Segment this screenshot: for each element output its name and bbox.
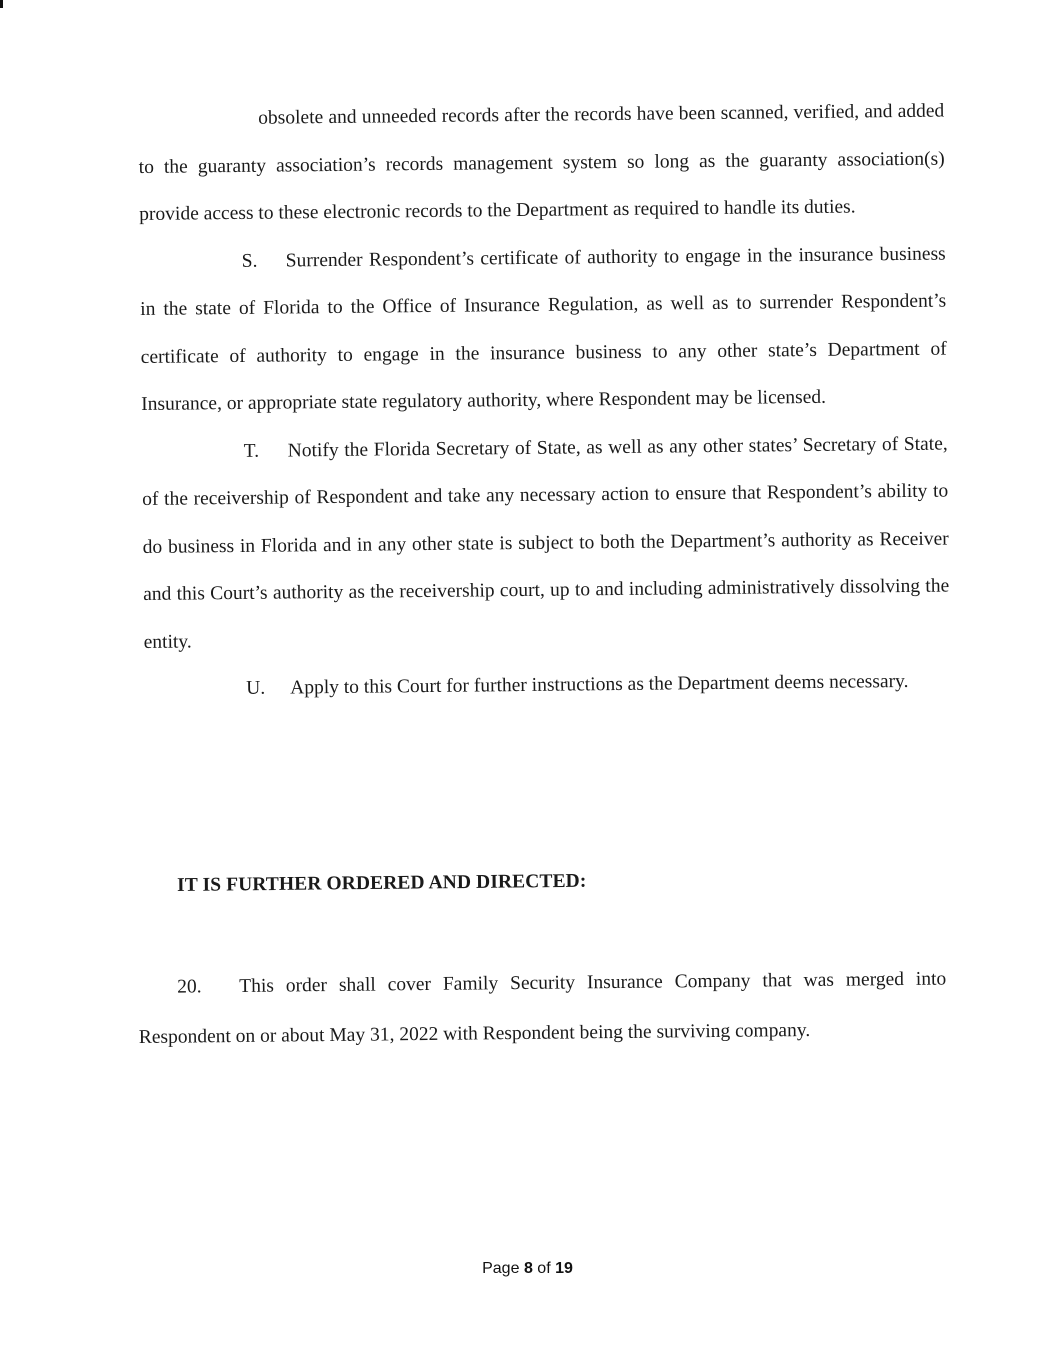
- of-word: of: [537, 1260, 551, 1277]
- total-pages-number: 19: [555, 1260, 573, 1277]
- paragraph-number: 20.: [177, 976, 202, 998]
- numbered-paragraph: [138, 955, 947, 1063]
- body-text: [138, 88, 950, 714]
- paragraph-label: U.: [246, 677, 266, 699]
- scan-mark: [0, 0, 3, 8]
- paragraph-text: obsolete and unneeded records after the records have been scanned, verified, and added to the guaranty association’s records management system so long as the guaranty association(s) provide access to these electronic records to the Department as required to handle its duties.: [138, 100, 945, 225]
- paragraph-u: [144, 658, 950, 714]
- page-footer: [0, 1260, 1055, 1278]
- paragraph-label: T.: [243, 440, 260, 462]
- page-word: Page: [482, 1260, 520, 1277]
- paragraph-text: Notify the Florida Secretary of State, as well as any other states’ Secretary of State, of the receivership of Respondent and take any necessary action to ensure that Respondent’s ability to do business in Florida and in any other state is subject to both the Department’s authority as Receiver and this Court’s authority as the receivership court, up to and including administratively dissolving the entity.: [142, 433, 950, 653]
- section-heading: IT IS FURTHER ORDERED AND DIRECTED:: [177, 870, 587, 896]
- current-page-number: 8: [523, 1260, 533, 1277]
- paragraph-text: Surrender Respondent’s certificate of authority to engage in the insurance business in the state of Florida to the Office of Insurance Regulation, as well as to surrender Respondent’s certificate of authority to engage in the insurance business to any other state’s Department of Insurance, or appropriate state regulatory authority, where Respondent may be licensed.: [140, 243, 947, 415]
- paragraph-text: Apply to this Court for further instructions as the Department deems necessary.: [290, 670, 909, 699]
- paragraph-s: [139, 230, 947, 428]
- paragraph-label: S.: [241, 250, 258, 272]
- paragraph-t: [141, 420, 949, 666]
- paragraph-text: This order shall cover Family Security Insurance Company that was merged into Respondent on or about May 31, 2022 with Respondent being the surviving company.: [138, 968, 947, 1048]
- paragraph-continuation: [138, 88, 945, 239]
